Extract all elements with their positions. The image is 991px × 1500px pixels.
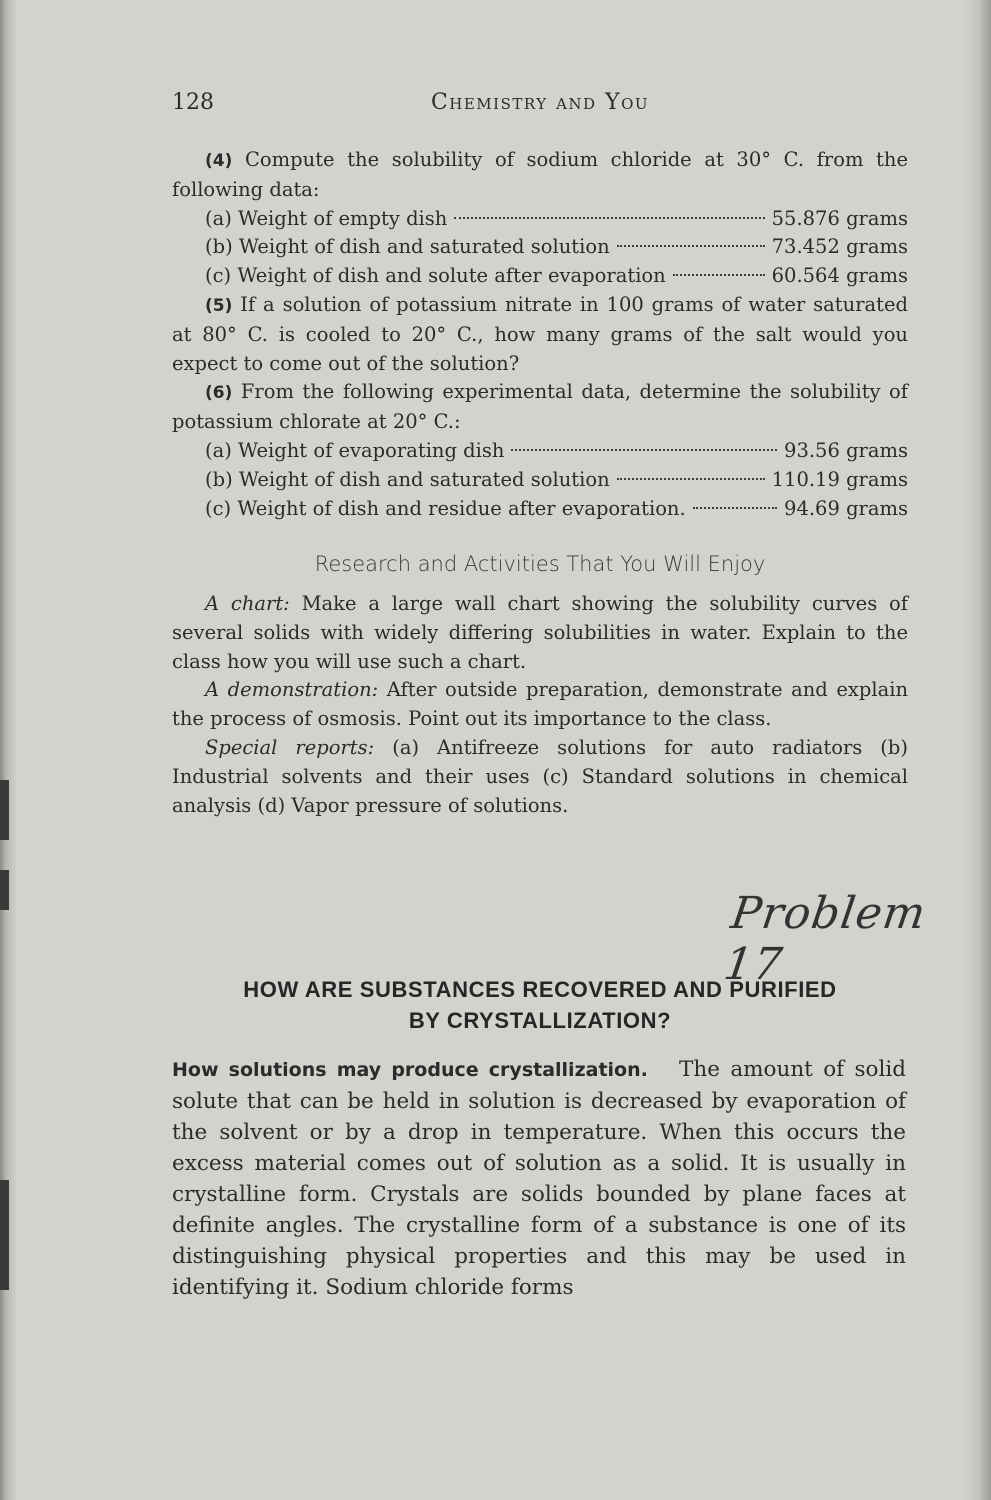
data-value: 110.19 grams [771, 467, 908, 491]
paragraph-text: The amount of solid solute that can be held in solution is decreased by evaporation of the solvent or by a drop in temperature. When this occurs the excess material comes out of solution as a solid. It is usually in crystalline form. Crystals are solids bounded by plane faces at definite angles. The crystalline form of a substance is one of its distinguishing physical properties and this may be used in identifying it. Sodium chloride forms [172, 1057, 906, 1300]
data-label: (b) Weight of dish and saturated solution [205, 467, 610, 491]
data-value: 73.452 grams [771, 235, 908, 259]
activity-text: Make a large wall chart showing the solubility curves of several solids with widely differing solubilities in water. Explain to the class how you will use such a chart. [172, 592, 908, 673]
data-value: 94.69 grams [784, 496, 908, 520]
data-label: (a) Weight of evaporating dish [205, 438, 505, 462]
activity-item [172, 590, 908, 676]
question-number: (4) [205, 151, 233, 171]
question-number: (6) [205, 383, 233, 404]
activity-item [172, 676, 908, 734]
dot-leader [511, 449, 777, 451]
activities-title: Research and Activities That You Will Enjoy [314, 552, 766, 576]
body-paragraph [172, 1054, 906, 1303]
data-value: 55.876 grams [771, 206, 908, 230]
dot-leader [673, 274, 765, 276]
dot-leader [617, 245, 765, 247]
data-label: (c) Weight of dish and residue after evaporation. [205, 496, 686, 520]
page-number: 128 [172, 90, 214, 115]
data-row [172, 466, 908, 495]
activities-list [172, 590, 908, 820]
paragraph-lead: How solutions may produce crystallization. [172, 1059, 648, 1081]
dot-leader [617, 478, 765, 480]
data-label: (a) Weight of empty dish [205, 206, 448, 230]
activity-text: After outside preparation, demonstrate and explain the process of osmosis. Point out its importance to the class. [172, 678, 908, 731]
dot-leader [454, 217, 764, 219]
running-title: Chemistry and You [430, 90, 650, 115]
data-row [172, 495, 908, 524]
spine-mark [0, 870, 9, 910]
data-row [172, 437, 908, 466]
exercises [172, 146, 908, 523]
question-6 [172, 378, 908, 437]
question-4 [172, 146, 908, 205]
section-heading [172, 974, 908, 1036]
section-body [172, 1054, 906, 1303]
data-label: (b) Weight of dish and saturated solution [205, 235, 610, 259]
page-edge-shadow [965, 0, 991, 1500]
problem-label: Problem 17 [720, 888, 930, 990]
data-row [172, 262, 908, 291]
page-header [172, 90, 908, 122]
question-text: If a solution of potassium nitrate in 100 grams of water saturated at 80° C. is cooled to 20° C., how many grams of the salt would you expect to come out of the solution? [172, 292, 909, 375]
activity-lead: Special reports: [205, 735, 375, 759]
heading-line: HOW ARE SUBSTANCES RECOVERED AND PURIFIED [243, 977, 837, 1002]
data-row [172, 233, 908, 262]
question-text: From the following experimental data, determine the solubility of potassium chlorate at 20° C.: [172, 380, 909, 434]
data-value: 93.56 grams [784, 438, 908, 462]
heading-line: BY CRYSTALLIZATION? [408, 1008, 672, 1033]
data-value: 60.564 grams [771, 264, 908, 288]
activity-item [172, 734, 908, 820]
dot-leader [693, 507, 777, 509]
data-row [172, 205, 908, 234]
question-text: Compute the solubility of sodium chloride at 30° C. from the following data: [172, 148, 908, 201]
activity-text: (a) Antifreeze solutions for auto radiators (b) Industrial solvents and their uses (c) Standard solutions in chemical analysis (d) Vapor pressure of solutions. [172, 735, 908, 817]
spine-mark [0, 780, 9, 840]
data-label: (c) Weight of dish and solute after evaporation [205, 264, 666, 288]
question-5 [172, 291, 908, 378]
spine-mark [0, 1180, 9, 1290]
question-number: (5) [205, 295, 233, 316]
activity-lead: A chart: [205, 592, 290, 615]
activity-lead: A demonstration: [205, 678, 379, 702]
book-spine-shadow [0, 0, 16, 1500]
